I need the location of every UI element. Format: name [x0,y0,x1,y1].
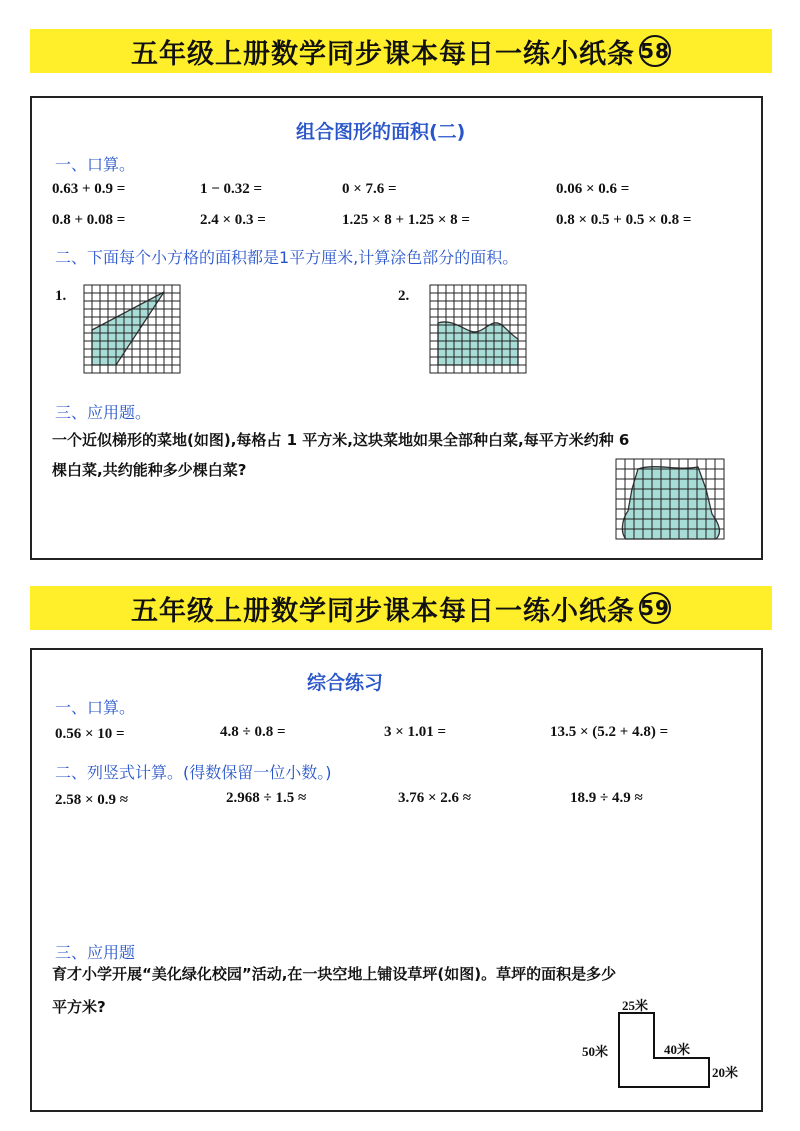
banner-number-badge: 58 [639,35,671,67]
grid-figure-1 [84,285,180,375]
problem-text-line-2: 棵白菜,共约能种多少棵白菜? [52,461,247,479]
expression: 0.8 + 0.08 = [52,212,126,228]
section-heading-oral: 一、口算。 [55,155,136,174]
trapezoid-field-grid [616,459,726,541]
expression: 2.968 ÷ 1.5 ≈ [226,790,307,806]
expression: 0 × 7.6 = [342,181,397,197]
expression: 3.76 × 2.6 ≈ [398,790,472,806]
grid-figure-2 [430,285,526,375]
shaded-field-region [622,467,719,539]
expression: 3 × 1.01 = [384,724,447,740]
banner-59 [30,586,772,630]
expression: 0.06 × 0.6 = [556,181,630,197]
page-title: 综合练习 [307,672,384,694]
expression: 0.8 × 0.5 + 0.5 × 0.8 = [556,212,692,228]
section-heading-word-problem: 三、应用题。 [55,403,152,422]
expression: 1.25 × 8 + 1.25 × 8 = [342,212,470,228]
section-heading-oral: 一、口算。 [55,698,136,717]
expression: 0.63 + 0.9 = [52,181,126,197]
section-heading-vertical-calc: 二、列竖式计算。(得数保留一位小数。) [55,763,332,782]
problem-text-line-1: 育才小学开展“美化绿化校园”活动,在一块空地上铺设草坪(如图)。草坪的面积是多少 [52,965,617,983]
shaded-triangle-region [92,292,164,365]
section-heading-area: 二、下面每个小方格的面积都是1平方厘米,计算涂色部分的面积。 [55,248,519,267]
banner-58 [30,29,772,73]
banner-number-badge: 59 [639,592,671,624]
expression: 13.5 × (5.2 + 4.8) = [550,724,669,740]
figure-label-2: 2. [398,288,410,304]
section-heading-word-problem: 三、应用题 [55,943,136,962]
dimension-label-left: 50米 [582,1044,609,1059]
expression: 1 − 0.32 = [200,181,263,197]
expression: 0.56 × 10 = [55,726,125,742]
dimension-label-top: 25米 [622,998,649,1013]
expression: 2.58 × 0.9 ≈ [55,792,129,808]
dimension-label-right: 20米 [712,1065,739,1080]
expression: 2.4 × 0.3 = [200,212,266,228]
expression: 18.9 ÷ 4.9 ≈ [570,790,643,806]
problem-text-line-1: 一个近似梯形的菜地(如图),每格占 1 平方米,这块菜地如果全部种白菜,每平方米约种 6 [52,431,630,449]
banner-title: 五年级上册数学同步课本每日一练小纸条 [131,595,635,627]
figure-label-1: 1. [55,288,67,304]
dimension-label-step: 40米 [664,1042,691,1057]
banner-title: 五年级上册数学同步课本每日一练小纸条 [131,38,635,70]
expression: 4.8 ÷ 0.8 = [220,724,286,740]
page-title: 组合图形的面积(二) [296,121,466,143]
problem-text-line-2: 平方米? [52,998,106,1016]
